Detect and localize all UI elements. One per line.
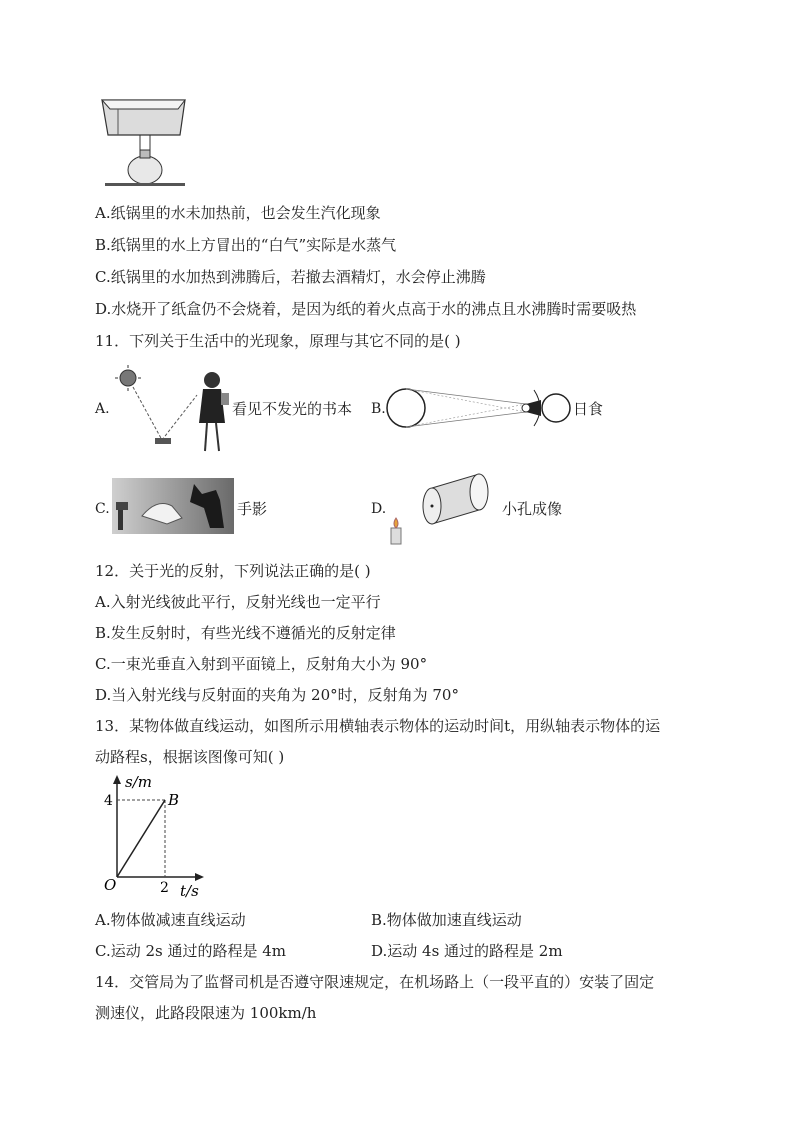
q13-option-a: A.物体做减速直线运动 [95, 911, 246, 929]
q13-stem-line1: 13．某物体做直线运动，如图所示用横轴表示物体的运动时间t，用纵轴表示物体的运 [95, 717, 661, 735]
q10-option-a: A.纸锅里的水未加热前，也会发生汽化现象 [95, 204, 381, 222]
q12-option-b: B.发生反射时，有些光线不遵循光的反射定律 [95, 624, 396, 642]
q11-option-c-label: C. [95, 501, 110, 517]
s-t-line [117, 800, 165, 877]
q11-option-a-label: A. [95, 401, 110, 417]
y-axis-arrow [113, 775, 121, 784]
x-axis-label: t/s [180, 882, 199, 900]
q10-option-d: D.水烧开了纸盒仍不会烧着，是因为纸的着火点高于水的沸点且水沸腾时需要吸热 [95, 300, 637, 318]
y-tick-label: 4 [104, 793, 113, 809]
q14-line2: 测速仪，此路段限速为 100km/h [95, 1004, 317, 1022]
q13-option-b: B.物体做加速直线运动 [371, 911, 522, 929]
x-axis-arrow [195, 873, 204, 881]
q12-stem: 12．关于光的反射，下列说法正确的是( ) [95, 562, 371, 580]
q13-option-c: C.运动 2s 通过的路程是 4m [95, 942, 287, 960]
origin-label: O [104, 876, 117, 894]
x-tick-label: 2 [160, 880, 169, 896]
point-b-label: B [168, 791, 180, 809]
q12-option-a: A.入射光线彼此平行，反射光线也一定平行 [95, 593, 381, 611]
reading-girl-figure [115, 365, 235, 455]
q12-option-c: C.一束光垂直入射到平面镜上，反射角大小为 90° [95, 655, 428, 673]
q11-option-b-caption: 日食 [573, 400, 604, 418]
q10-option-b: B.纸锅里的水上方冒出的“白气”实际是水蒸气 [95, 236, 397, 254]
pinhole-camera-figure [387, 466, 502, 548]
q12-option-d: D.当入射光线与反射面的夹角为 20°时，反射角为 70° [95, 686, 459, 704]
q11-option-d-label: D. [371, 501, 387, 517]
q10-option-c: C.纸锅里的水加热到沸腾后，若撤去酒精灯，水会停止沸腾 [95, 268, 486, 286]
q11-option-d-caption: 小孔成像 [502, 500, 563, 518]
y-axis-label: s/m [125, 773, 152, 791]
solar-eclipse-figure [386, 380, 581, 440]
q11-stem: 11．下列关于生活中的光现象，原理与其它不同的是( ) [95, 332, 461, 350]
q11-option-a-caption: 看见不发光的书本 [232, 400, 353, 418]
q11-option-b-label: B. [371, 401, 386, 417]
paper-pot-figure [100, 95, 190, 195]
q13-option-d: D.运动 4s 通过的路程是 2m [371, 942, 563, 960]
s-t-graph [95, 775, 210, 900]
q11-option-c-caption: 手影 [237, 500, 268, 518]
q13-stem-line2: 动路程s，根据该图像可知( ) [95, 748, 285, 766]
hand-shadow-figure [112, 478, 234, 534]
q14-line1: 14．交管局为了监督司机是否遵守限速规定，在机场路上（一段平直的）安装了固定 [95, 973, 655, 991]
